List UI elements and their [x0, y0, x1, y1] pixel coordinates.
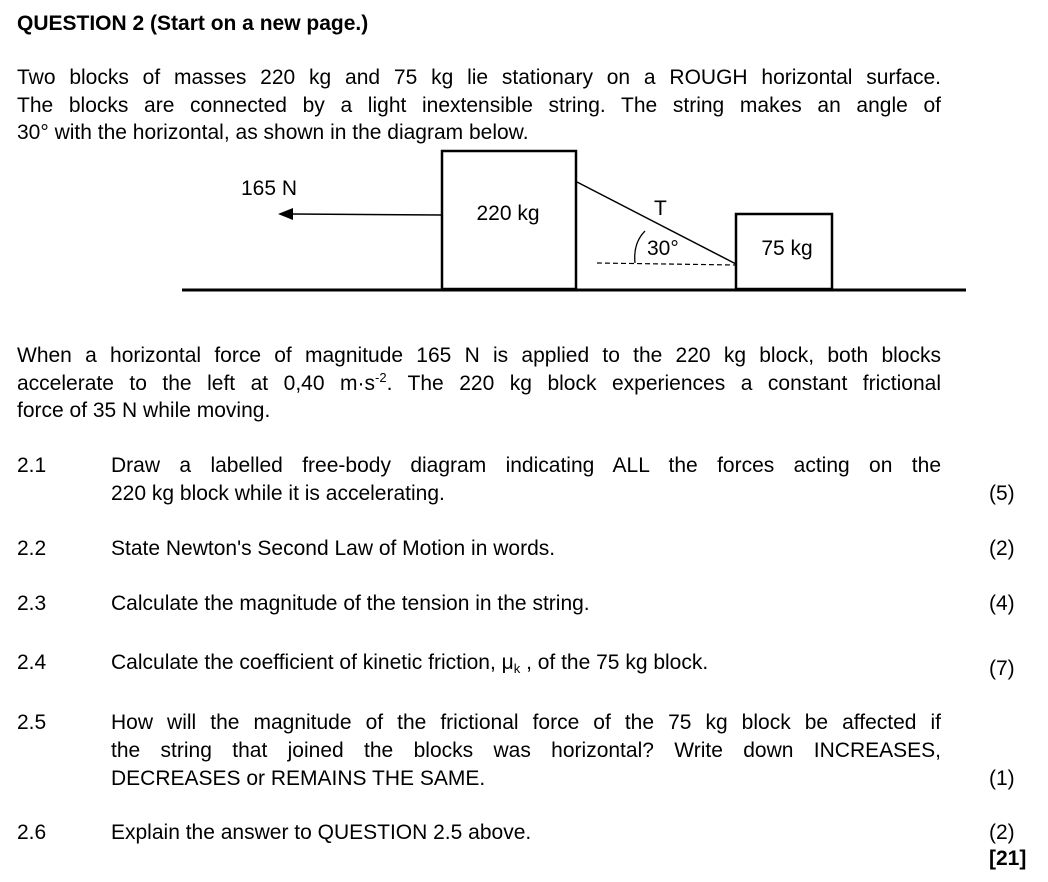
question-marks: (7) — [989, 657, 1015, 680]
intro-paragraph — [17, 64, 941, 147]
question-text — [111, 819, 941, 847]
intro-line: 30° with the horizontal, as shown in the diagram below. — [17, 121, 529, 144]
question-line: Calculate the magnitude of the tension in the string. — [111, 592, 590, 615]
intro-line: Two blocks of masses 220 kg and 75 kg lie stationary on a ROUGH horizontal surface. — [17, 66, 941, 89]
angle-label: 30° — [647, 237, 679, 260]
question-number: 2.1 — [17, 454, 47, 477]
question-text — [111, 709, 941, 793]
description-line: force of 35 N while moving. — [17, 399, 271, 422]
question-marks: (2) — [989, 537, 1015, 560]
question-line: 220 kg block while it is accelerating. — [111, 482, 445, 505]
force-label: 165 N — [241, 177, 298, 200]
question-text-part: , of the 75 kg block. — [520, 651, 709, 674]
friction-subscript: k — [513, 661, 521, 676]
angle-arc — [635, 231, 645, 263]
question-marks: (2) — [989, 821, 1015, 844]
question-marks: (5) — [989, 482, 1015, 505]
question-text — [111, 590, 941, 618]
question-line: Draw a labelled free-body diagram indicating ALL the forces acting on the — [111, 454, 941, 477]
intro-line: The blocks are connected by a light inextensible string. The string makes an angle of — [17, 93, 941, 117]
question-heading: QUESTION 2 (Start on a new page.) — [17, 12, 369, 35]
question-number: 2.5 — [17, 711, 47, 734]
question-text — [111, 452, 941, 508]
block-220kg-label: 220 kg — [476, 202, 540, 225]
description-line: When a horizontal force of magnitude 165 N is applied to the 220 kg block, both blocks — [17, 344, 941, 367]
description-paragraph — [17, 342, 941, 425]
question-text-part: Calculate the coefficient of kinetic friction, μ — [111, 651, 514, 674]
blocks-diagram — [0, 140, 1048, 300]
question-number: 2.2 — [17, 537, 47, 560]
description-line — [17, 370, 941, 398]
question-line: Explain the answer to QUESTION 2.5 above. — [111, 821, 532, 844]
total-marks: [21] — [989, 847, 1027, 870]
question-marks: (4) — [989, 592, 1015, 615]
question-text — [111, 535, 941, 563]
question-number: 2.6 — [17, 821, 47, 844]
question-number: 2.3 — [17, 592, 47, 615]
description-text: accelerate to the left at 0,40 m·s — [17, 371, 376, 395]
force-arrow-line — [292, 214, 442, 215]
force-arrow-head — [278, 208, 293, 220]
description-text: . The 220 kg block experiences a constant frictional — [386, 371, 941, 395]
question-line — [111, 649, 941, 683]
question-number: 2.4 — [17, 651, 47, 674]
tension-label: T — [654, 197, 667, 220]
question-text — [111, 649, 941, 683]
question-line: How will the magnitude of the frictional force of the 75 kg block be affected if — [111, 711, 941, 734]
question-line: the string that joined the blocks was horizontal? Write down INCREASES, — [111, 739, 941, 762]
question-line: DECREASES or REMAINS THE SAME. — [111, 767, 486, 790]
question-line: State Newton's Second Law of Motion in words. — [111, 537, 556, 560]
question-marks: (1) — [989, 767, 1015, 790]
horizontal-reference-line — [597, 263, 736, 265]
block-75kg-label: 75 kg — [761, 237, 813, 260]
acceleration-exponent: -2 — [375, 369, 387, 385]
